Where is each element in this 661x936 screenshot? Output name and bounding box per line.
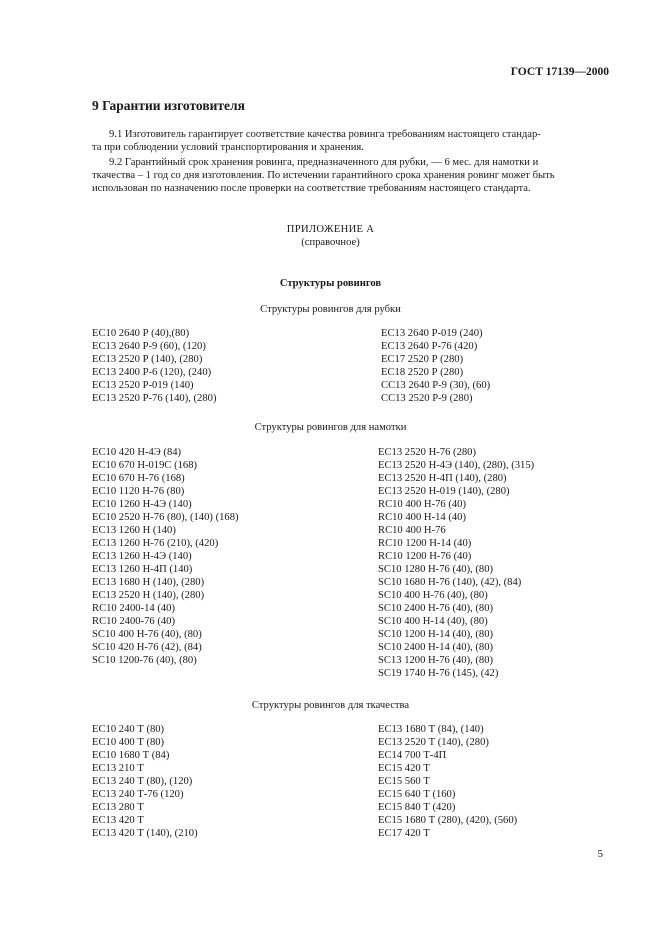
- roving-structure-item: ЕС13 2520 Р (140), (280): [92, 354, 203, 365]
- roving-structure-item: SC10 400 Н-76 (40), (80): [92, 629, 202, 640]
- roving-structure-item: ЕС15 420 Т: [378, 763, 430, 774]
- chopping-right-list: [381, 327, 490, 405]
- roving-structure-item: ЕС15 1680 Т (280), (420), (560): [378, 815, 518, 826]
- roving-structure-item: ЕС10 2520 Н-76 (80), (140) (168): [92, 512, 239, 523]
- paragraph-line: ткачества – 1 год со дня изготовления. По истечении гарантийного срока хранения ровинг может быть: [92, 170, 555, 181]
- winding-left-list: [92, 446, 239, 667]
- roving-structure-item: ЕС13 1260 Н-4Э (140): [92, 551, 192, 562]
- roving-structure-item: ЕС13 1260 Н-76 (210), (420): [92, 538, 219, 549]
- chopping-left-list: [92, 327, 216, 405]
- roving-structure-item: ЕС14 700 Т-4П: [378, 750, 447, 761]
- roving-structure-item: RC10 400 Н-76 (40): [378, 499, 466, 510]
- roving-structure-item: ЕС13 280 Т: [92, 802, 144, 813]
- roving-structure-item: RC10 2400-14 (40): [92, 603, 175, 614]
- roving-structure-item: ЕС15 640 Т (160): [378, 789, 456, 800]
- roving-structure-item: ЕС13 2520 Н-76 (280): [378, 447, 476, 458]
- paragraph-9-1: [92, 128, 597, 154]
- roving-structure-item: ЕС13 1260 Н (140): [92, 525, 176, 536]
- roving-structure-item: ЕС13 2520 Т (140), (280): [378, 737, 489, 748]
- roving-structure-item: SC10 1200-76 (40), (80): [92, 655, 197, 666]
- roving-structure-item: RC10 1200 Н-14 (40): [378, 538, 472, 549]
- roving-structure-item: SC10 1680 Н-76 (140), (42), (84): [378, 577, 522, 588]
- roving-structure-item: ЕС10 400 Т (80): [92, 737, 165, 748]
- paragraph-9-2: [92, 156, 597, 195]
- roving-structure-item: ЕС10 420 Н-4Э (84): [92, 447, 182, 458]
- section-title: 9 Гарантии изготовителя: [92, 98, 245, 113]
- roving-structure-item: ЕС15 560 Т: [378, 776, 430, 787]
- roving-structure-item: RC10 2400-76 (40): [92, 616, 175, 627]
- roving-structure-item: SC10 1280 Н-76 (40), (80): [378, 564, 494, 575]
- winding-title: Структуры ровингов для намотки: [254, 422, 407, 433]
- roving-structure-item: ЕС13 2520 Н-019 (140), (280): [378, 486, 510, 497]
- roving-structure-item: ЕС13 2640 Р-76 (420): [381, 341, 478, 352]
- roving-structure-item: ЕС10 670 Н-76 (168): [92, 473, 185, 484]
- roving-structure-item: ЕС13 2520 Р-019 (140): [92, 380, 194, 391]
- winding-right-list: [378, 446, 534, 680]
- roving-structure-item: СС13 2640 Р-9 (30), (60): [381, 380, 491, 391]
- roving-structure-item: SC10 1200 Н-14 (40), (80): [378, 629, 494, 640]
- roving-structure-item: ЕС10 670 Н-019С (168): [92, 460, 198, 471]
- roving-structure-item: SC19 1740 Н-76 (145), (42): [378, 668, 499, 679]
- roving-structure-item: ЕС13 240 Т (80), (120): [92, 776, 193, 787]
- paragraph-line: та при соблюдении условий транспортирования и хранения.: [92, 142, 364, 153]
- roving-structure-item: ЕС18 2520 Р (280): [381, 367, 464, 378]
- roving-structure-item: ЕС13 2520 Н-4П (140), (280): [378, 473, 507, 484]
- roving-structure-item: ЕС13 2640 Р-019 (240): [381, 328, 483, 339]
- roving-structure-item: SC10 420 Н-76 (42), (84): [92, 642, 202, 653]
- roving-structure-item: ЕС13 420 Т: [92, 815, 144, 826]
- roving-structure-item: SC13 1200 Н-76 (40), (80): [378, 655, 494, 666]
- roving-structure-item: ЕС15 840 Т (420): [378, 802, 456, 813]
- roving-structure-item: SC10 400 Н-14 (40), (80): [378, 616, 488, 627]
- roving-structure-item: ЕС10 1260 Н-4Э (140): [92, 499, 192, 510]
- document-code: ГОСТ 17139—2000: [510, 66, 609, 78]
- roving-structure-item: RC10 400 Н-76: [378, 525, 446, 536]
- weaving-left-list: [92, 723, 198, 840]
- roving-structure-item: ЕС10 1120 Н-76 (80): [92, 486, 185, 497]
- appendix-title: ПРИЛОЖЕНИЕ А: [286, 224, 375, 235]
- appendix-heading: Структуры ровингов: [279, 278, 382, 289]
- roving-structure-item: RC10 400 Н-14 (40): [378, 512, 466, 523]
- roving-structure-item: ЕС13 420 Т (140), (210): [92, 828, 198, 839]
- roving-structure-item: ЕС13 1680 Н (140), (280): [92, 577, 205, 588]
- roving-structure-item: ЕС10 2640 Р (40),(80): [92, 328, 190, 339]
- roving-structure-item: SC10 2400 Н-76 (40), (80): [378, 603, 494, 614]
- roving-structure-item: RC10 1200 Н-76 (40): [378, 551, 472, 562]
- roving-structure-item: ЕС13 1680 Т (84), (140): [378, 724, 484, 735]
- weaving-title: Структуры ровингов для ткачества: [251, 700, 410, 711]
- roving-structure-item: ЕС13 210 Т: [92, 763, 144, 774]
- roving-structure-item: ЕС17 2520 Р (280): [381, 354, 464, 365]
- roving-structure-item: ЕС13 2640 Р-9 (60), (120): [92, 341, 206, 352]
- appendix-subtitle: (справочное): [301, 237, 360, 248]
- roving-structure-item: ЕС13 2400 Р-6 (120), (240): [92, 367, 212, 378]
- paragraph-line: 9.1 Изготовитель гарантирует соответствие качества ровинга требованиям настоящего стандар-: [109, 129, 541, 140]
- roving-structure-item: ЕС13 240 Т-76 (120): [92, 789, 184, 800]
- roving-structure-item: СС13 2520 Р-9 (280): [381, 393, 473, 404]
- chopping-title: Структуры ровингов для рубки: [260, 304, 401, 315]
- page-number: 5: [597, 848, 603, 860]
- roving-structure-item: SC10 2400 Н-14 (40), (80): [378, 642, 494, 653]
- roving-structure-item: ЕС10 1680 Т (84): [92, 750, 170, 761]
- roving-structure-item: ЕС13 2520 Н-4Э (140), (280), (315): [378, 460, 535, 471]
- roving-structure-item: ЕС13 2520 Н (140), (280): [92, 590, 205, 601]
- roving-structure-item: ЕС13 2520 Р-76 (140), (280): [92, 393, 217, 404]
- roving-structure-item: ЕС10 240 Т (80): [92, 724, 165, 735]
- paragraph-line: использован по назначению после проверки на соответствие требованиям настоящего стандарта.: [92, 183, 531, 194]
- roving-structure-item: SC10 400 Н-76 (40), (80): [378, 590, 488, 601]
- roving-structure-item: ЕС17 420 Т: [378, 828, 430, 839]
- roving-structure-item: ЕС13 1260 Н-4П (140): [92, 564, 193, 575]
- weaving-right-list: [378, 723, 517, 840]
- paragraph-line: 9.2 Гарантийный срок хранения ровинга, предназначенного для рубки, — 6 мес. для намотки и: [109, 157, 539, 168]
